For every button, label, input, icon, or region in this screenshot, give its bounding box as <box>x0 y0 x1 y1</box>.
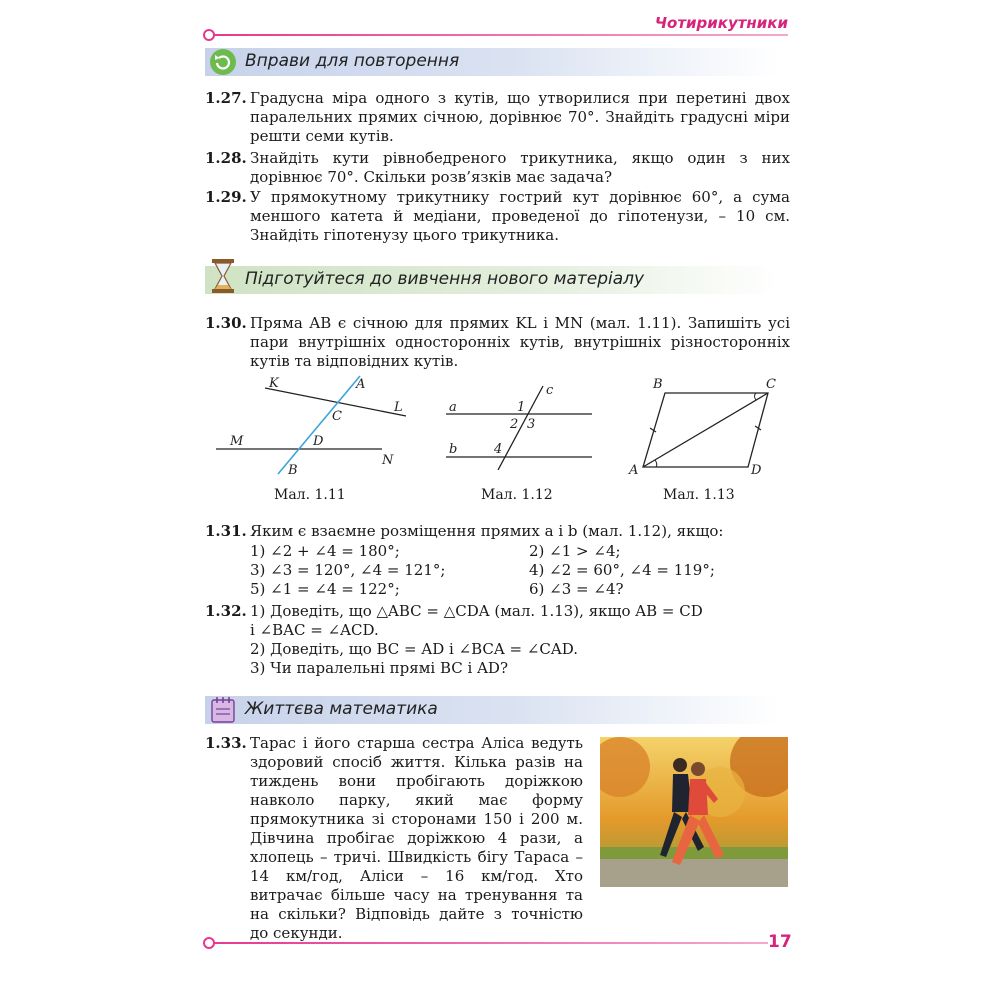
label-k: K <box>269 376 279 391</box>
label-angle-2: 2 <box>510 417 519 432</box>
condition-1: 1) ∠2 + ∠4 = 180°; <box>250 542 400 560</box>
label-a: a <box>449 400 457 415</box>
exercise-text: Градусна міра одного з кутів, що утворилися при перетині двох паралельних прямих січною, дорівнює 70°. Знайдіть градусні міри решти семи кутів. <box>250 89 790 145</box>
condition-5: 5) ∠1 = ∠4 = 122°; <box>250 580 400 598</box>
header-rule-dot <box>203 29 215 41</box>
exercise-1-27 <box>205 89 790 146</box>
angle-bac-arc <box>655 460 657 467</box>
exercise-text: Знайдіть кути рівнобедреного трикутника, якщо один з них дорівнює 70°. Скільки розв’язків має задача? <box>250 149 790 186</box>
condition-2: 2) ∠1 > ∠4; <box>529 542 621 560</box>
section-life-title: Життєва математика <box>245 699 438 719</box>
refresh-icon <box>209 48 237 76</box>
exercise-part-1: 1) Доведіть, що △ABC = △CDA (мал. 1.13), якщо AB = CD <box>250 602 703 620</box>
figure-1-11 <box>210 372 410 482</box>
exercise-1-31 <box>205 522 790 541</box>
exercise-1-29 <box>205 188 790 245</box>
runners-photo <box>600 737 788 887</box>
exercise-part-1-cont: і ∠BAC = ∠ACD. <box>250 621 379 639</box>
label-c: C <box>766 377 776 392</box>
label-c: c <box>546 383 554 398</box>
footer-rule <box>208 942 768 944</box>
footer-rule-dot <box>203 937 215 949</box>
label-b: b <box>449 442 458 457</box>
exercise-number: 1.33. <box>205 734 247 752</box>
label-a: A <box>356 377 366 392</box>
section-review-bar <box>205 48 780 76</box>
exercise-text: Пряма AB є січною для прямих KL і MN (мал. 1.11). Запишіть усі пари внутрішніх односторонніх кутів, внутрішніх різносторонніх кутів та відповідних кутів. <box>250 314 790 370</box>
exercise-1-28 <box>205 149 790 187</box>
hourglass-icon <box>209 258 237 294</box>
figure-1-12 <box>440 380 600 470</box>
exercise-text: Яким є взаємне розміщення прямих a і b (мал. 1.12), якщо: <box>250 522 724 540</box>
notepad-icon <box>209 696 237 724</box>
condition-4: 4) ∠2 = 60°, ∠4 = 119°; <box>529 561 715 579</box>
exercise-number: 1.27. <box>205 89 247 107</box>
exercise-1-32 <box>205 602 790 678</box>
label-m: M <box>230 434 244 449</box>
label-d: D <box>751 463 762 478</box>
label-b: B <box>653 377 663 392</box>
figure-1-13 <box>625 374 785 484</box>
chapter-title: Чотирикутники <box>654 14 788 32</box>
angle-acd-arc <box>755 393 757 400</box>
header-rule <box>208 34 788 36</box>
figure-1-13-caption: Мал. 1.13 <box>663 487 735 503</box>
section-prepare-bar <box>205 266 780 294</box>
label-n: N <box>382 453 394 468</box>
section-review-title: Вправи для повторення <box>245 51 460 71</box>
label-angle-3: 3 <box>527 417 536 432</box>
exercise-number: 1.30. <box>205 314 247 332</box>
label-b: B <box>288 463 298 478</box>
condition-3: 3) ∠3 = 120°, ∠4 = 121°; <box>250 561 446 579</box>
label-angle-1: 1 <box>517 400 526 415</box>
condition-6: 6) ∠3 = ∠4? <box>529 580 624 598</box>
exercise-text: У прямокутному трикутнику гострий кут дорівнює 60°, а сума меншого катета й медіани, проведеної до гіпотенузи, – 10 см. Знайдіть гіпотенузу цього трикутника. <box>250 188 790 244</box>
label-c: C <box>332 409 342 424</box>
exercise-number: 1.31. <box>205 522 247 540</box>
exercise-part-2: 2) Доведіть, що BC = AD і ∠BCA = ∠CAD. <box>250 640 578 658</box>
section-prepare-title: Підготуйтеся до вивчення нового матеріалу <box>245 269 645 289</box>
page-number: 17 <box>768 932 792 952</box>
exercise-1-33 <box>205 734 583 943</box>
exercise-number: 1.32. <box>205 602 247 620</box>
exercise-number: 1.28. <box>205 149 247 167</box>
figure-1-12-caption: Мал. 1.12 <box>481 487 553 503</box>
figure-1-11-caption: Мал. 1.11 <box>274 487 346 503</box>
section-life-bar <box>205 696 780 724</box>
label-l: L <box>394 400 403 415</box>
label-a: A <box>629 463 639 478</box>
label-d: D <box>313 434 324 449</box>
exercise-1-30 <box>205 314 790 371</box>
exercise-part-3: 3) Чи паралельні прямі BC і AD? <box>250 659 508 677</box>
label-angle-4: 4 <box>494 442 503 457</box>
line-ab <box>278 376 360 474</box>
exercise-text: Тарас і його старша сестра Аліса ведуть здоровий спосіб життя. Кілька разів на тиждень вони пробігають доріжкою навколо парку, який має форму прямокутника зі сторонами 150 і 200 м. Дівчина пробігає доріжкою 4 рази, а хлопець – тричі. Швидкість бігу Тараса – 14 км/год, Аліси – 16 км/год. Хто витрачає більше часу на тренування та на скільки? Відповідь дайте з точністю до секунди. <box>250 734 583 942</box>
exercise-number: 1.29. <box>205 188 247 206</box>
